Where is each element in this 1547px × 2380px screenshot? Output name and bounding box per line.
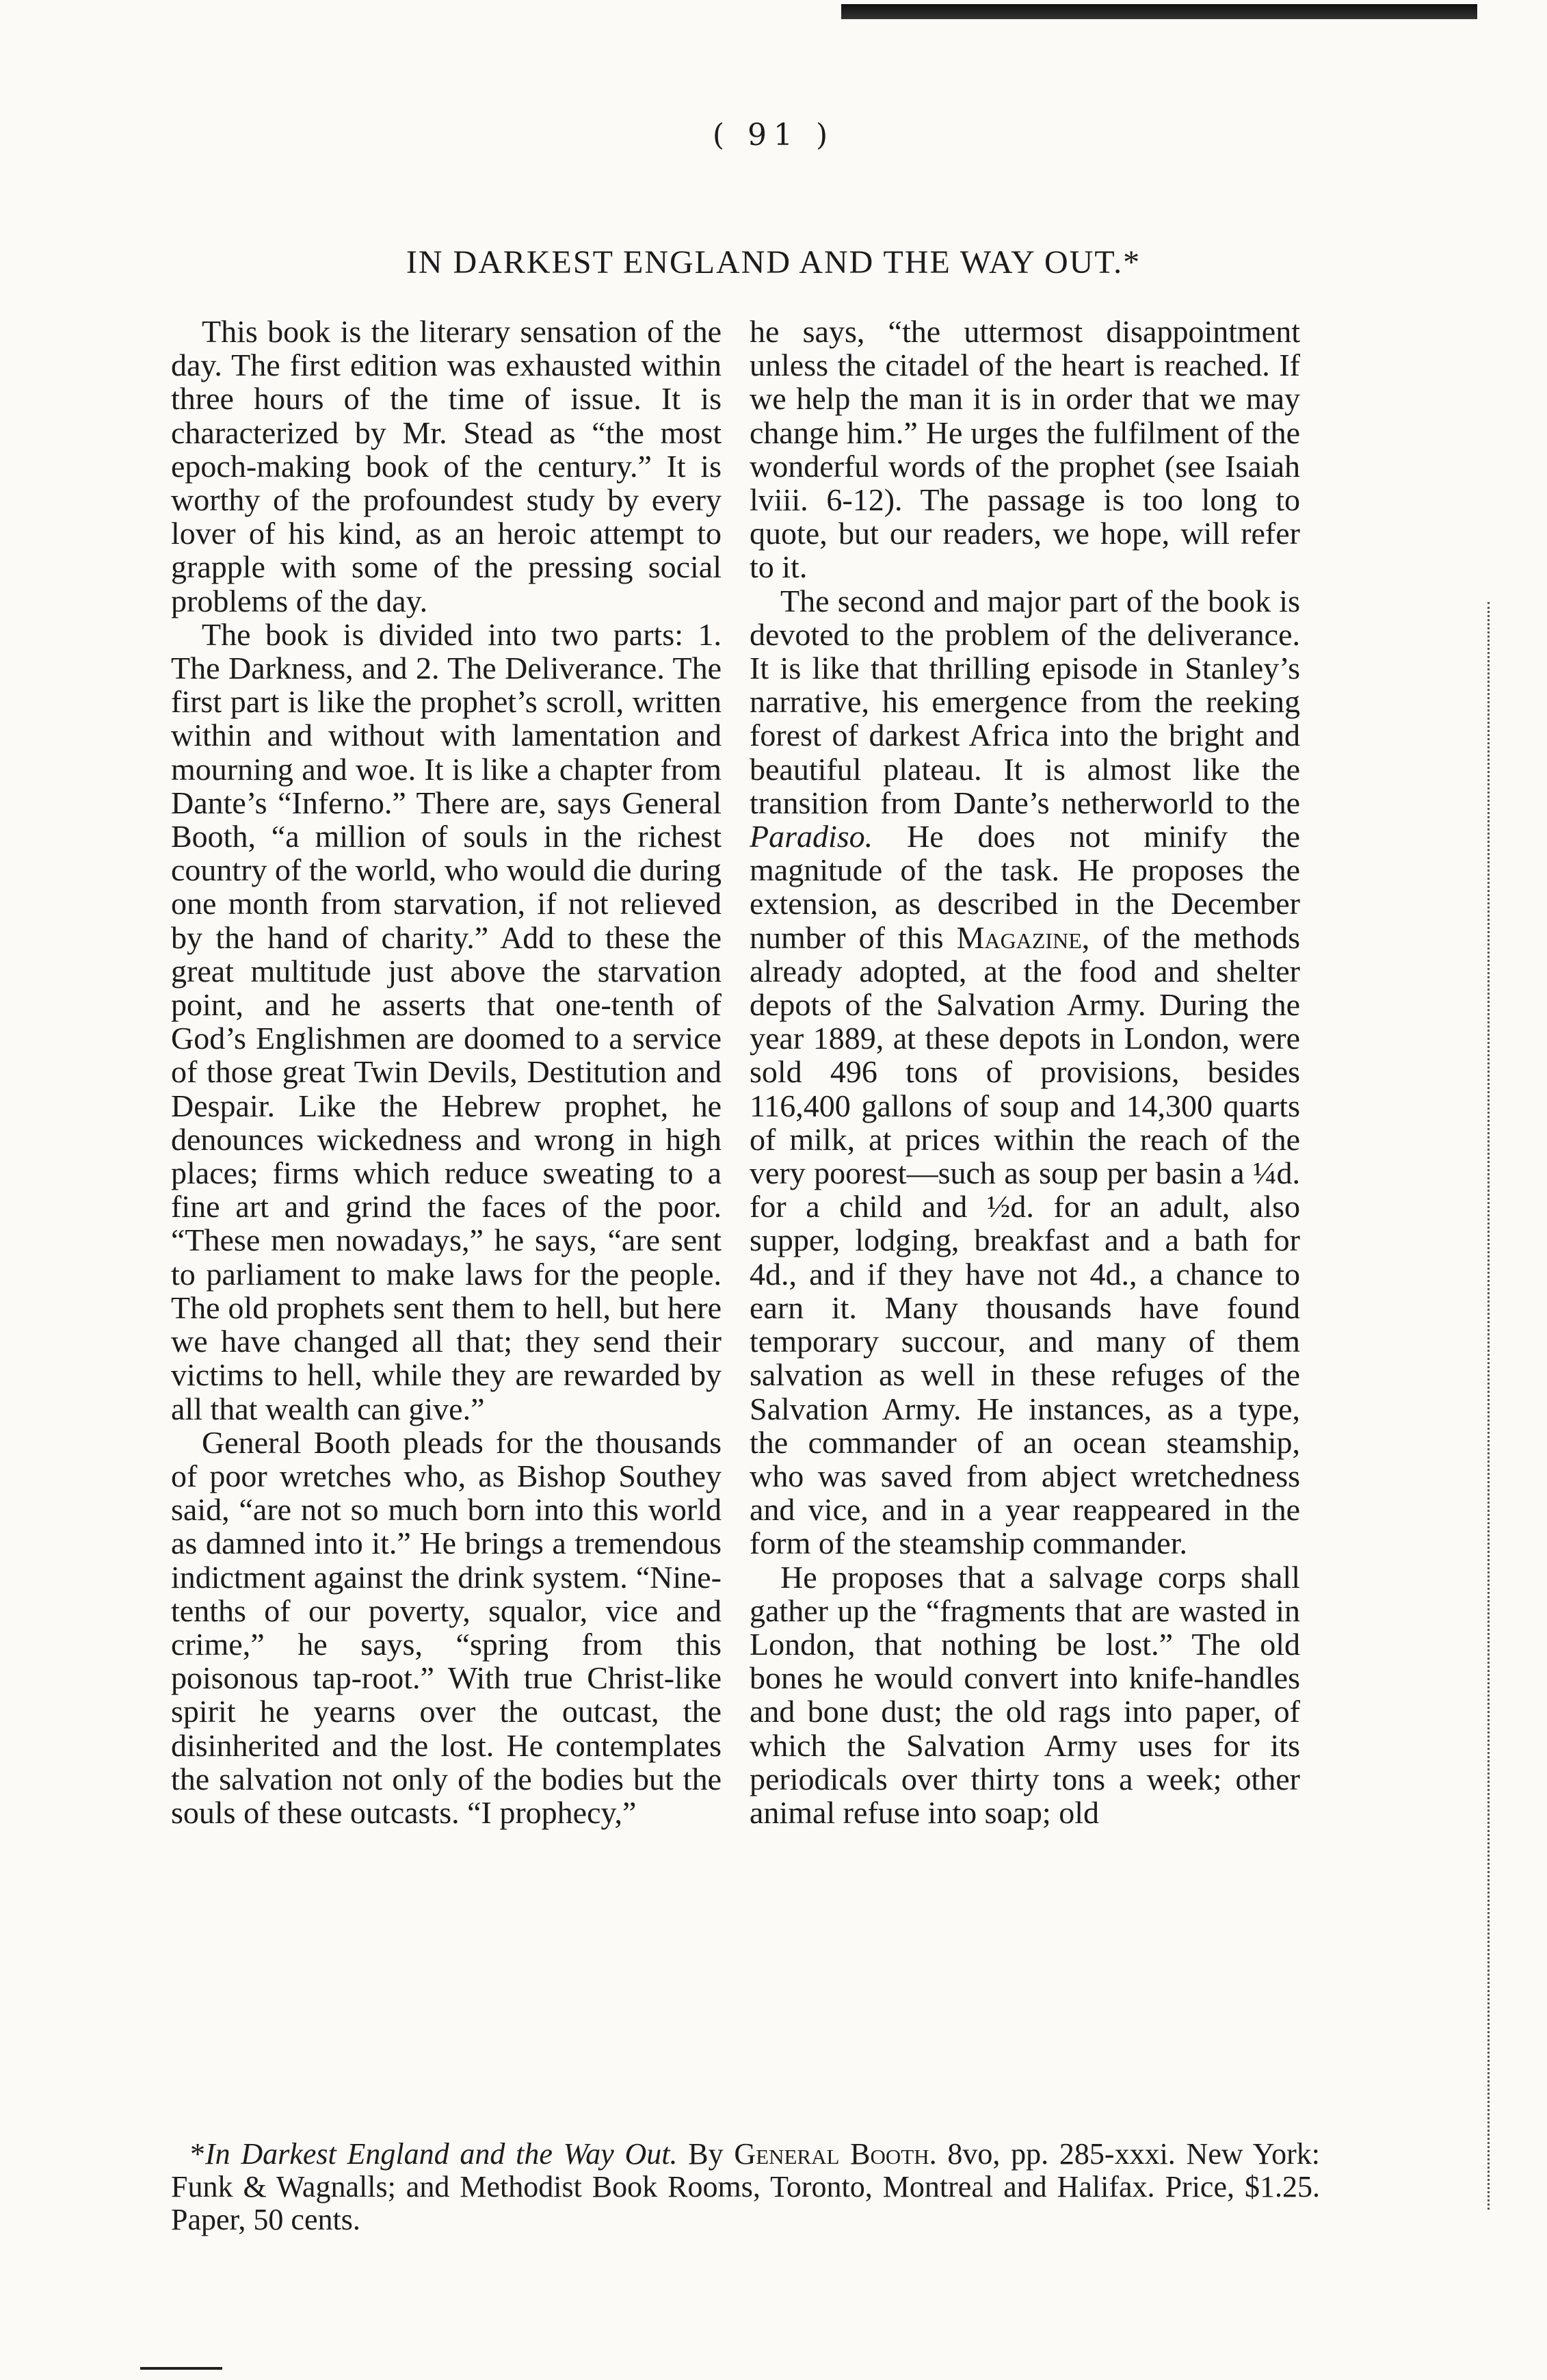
deliverance-text-c: , of the methods already adopted, at the food and shelter depots of the Salvation Army. During the year 1889, at these depots in London, were sold 496 tons of provisions, besides 116,400 gallons of soup and 14,300 quarts of milk, at prices within the reach of the very poorest—such as soup per basin a ¼d. for a child and ½d. for an adult, also supper, lodging, breakfast and a bath for 4d., and if they have not 4d., a chance to earn it. Many thousands have found temporary succour, and many of them salvation as well in these refuges of the Salvation Army. He instances, as a type, the commander of an ocean steamship, who was saved from abject wretchedness and vice, and in a year reappeared in the form of the steamship commander. — [750, 919, 1300, 1561]
left-column — [171, 315, 722, 2107]
deliverance-text-b: He does not minify the magnitude of the task. He proposes the extension, as described in the December number of this — [750, 819, 1300, 955]
magazine-smallcaps: Magazine — [956, 919, 1082, 955]
paradiso-italic: Paradiso. — [750, 819, 873, 854]
article-title: IN DARKEST ENGLAND AND THE WAY OUT.* — [406, 244, 1141, 280]
footnote-by: By — [677, 2138, 735, 2171]
footnote-author: General Booth — [734, 2138, 929, 2171]
footnote — [171, 2138, 1320, 2240]
footnote-star: * — [190, 2138, 205, 2171]
paragraph-booth-pleads: General Booth pleads for the thousands of poor wretches who, as Bishop Southey said, “are not so much born into this world as damned into it.” He brings a tremendous indictment against the drink system. “Nine-tenths of our poverty, squalor, vice and crime,” he says, “spring from this poisonous tap-root.” With true Christ-like spirit he yearns over the outcast, the disinherited and the lost. He contemplates the salvation not only of the bodies but the souls of these outcasts. “I prophecy,” — [171, 1424, 722, 1830]
paragraph-darkness: The book is divided into two parts: 1. The Darkness, and 2. The Deliverance. The first part is like the prophet’s scroll, written within and without with lamentation and mourning and woe. It is like a chapter from Dante’s “Inferno.” There are, says General Booth, “a million of souls in the richest country of the world, who would die during one month from starvation, if not relieved by the hand of charity.” Add to these the great multitude just above the starvation point, and he asserts that one-tenth of God’s Englishmen are doomed to a service of those great Twin Devils, Destitution and Despair. Like the Hebrew prophet, he denounces wickedness and wrong in high places; firms which reduce sweating to a fine art and grind the faces of the poor. “These men nowadays,” he says, “are sent to parliament to make laws for the people. The old prophets sent them to hell, but here we have changed all that; they send their victims to hell, while they are rewarded by all that wealth can give.” — [171, 616, 722, 1426]
binding-edge — [1488, 602, 1505, 2210]
deliverance-text-a: The second and major part of the book is devoted to the problem of the deliverance. It is like that thrilling episode in Stanley’s narrative, his emergence from the reeking forest of darkest Africa into the bright and beautiful plateau. It is almost like the transition from Dante’s netherworld to the — [750, 583, 1300, 820]
paragraph-salvage-corps: He proposes that a salvage corps shall gather up the “fragments that are wasted in London, that nothing be lost.” The old bones he would convert into knife-handles and bone dust; the old rags into paper, of which the Salvation Army uses for its periodicals over thirty tons a week; other animal refuse into soap; old — [750, 1559, 1300, 1830]
top-edge-shadow — [841, 4, 1477, 19]
bottom-rule — [140, 2367, 222, 2370]
paragraph-deliverance — [750, 584, 1300, 1560]
paragraph-intro: This book is the literary sensation of the day. The first edition was exhausted within three hours of the time of issue. It is characterized by Mr. Stead as “the most epoch-making book of the century.” It is worthy of the profoundest study by every lover of his kind, as an heroic attempt to grapple with some of the pressing social problems of the day. — [171, 315, 722, 618]
footnote-book-title: In Darkest England and the Way Out. — [205, 2138, 678, 2171]
footnote-details: . 8vo, pp. 285-xxxi. New York: Funk & Wagnalls; and Methodist Book Rooms, Toronto, Montreal and Halifax. Price, $1.25. Paper, 50 cents. — [171, 2138, 1320, 2236]
right-column — [750, 315, 1300, 2107]
paragraph-continuation: he says, “the uttermost disappointment unless the citadel of the heart is reached. If we help the man it is in order that we may change him.” He urges the fulfilment of the wonderful words of the prophet (see Isaiah lviii. 6-12). The passage is too long to quote, but our readers, we hope, will refer to it. — [750, 315, 1300, 585]
page-number: ( 91 ) — [712, 118, 835, 153]
